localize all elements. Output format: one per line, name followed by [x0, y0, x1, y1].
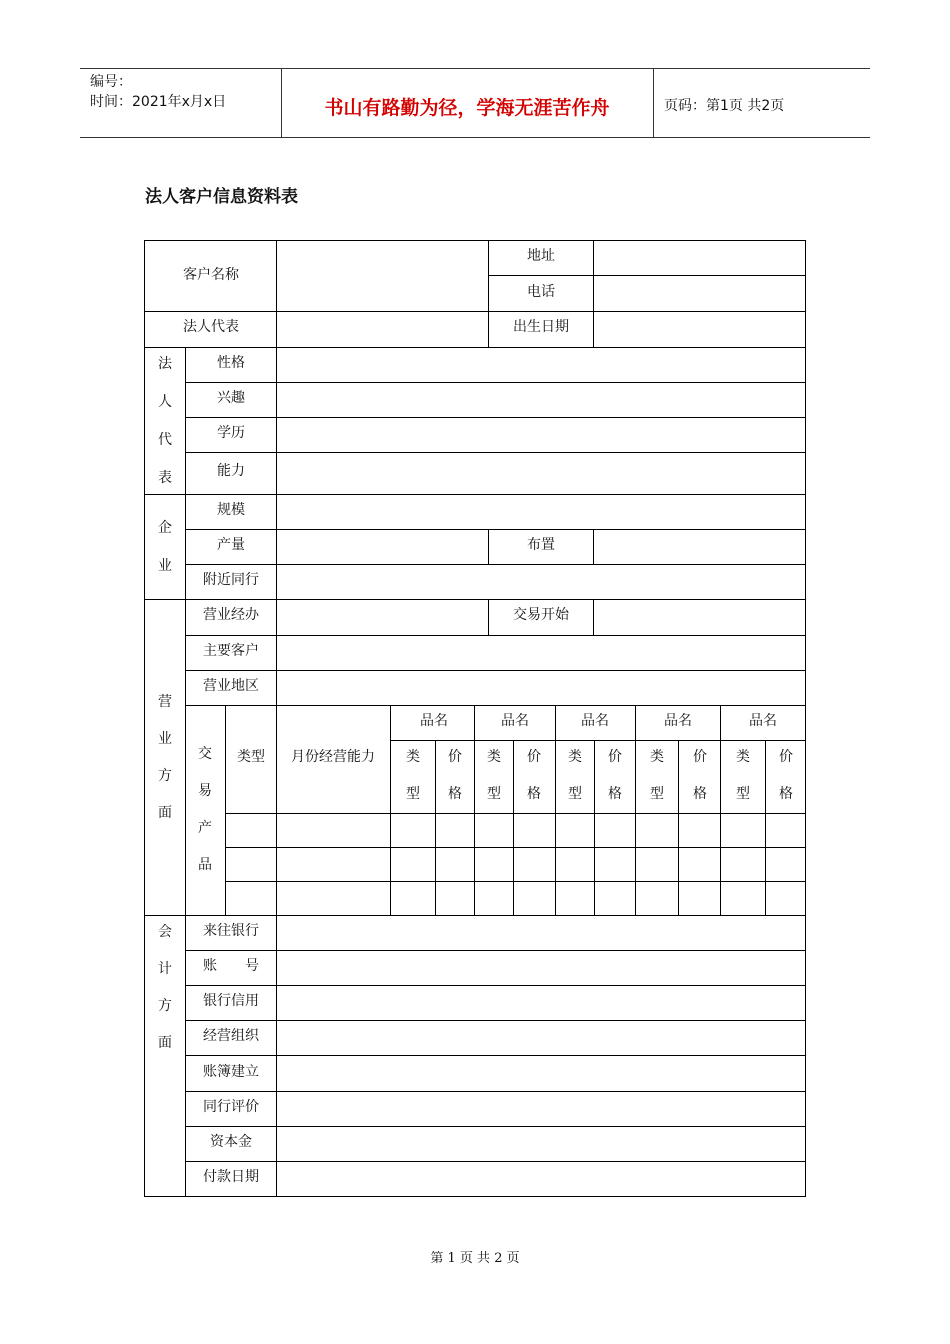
section-rep-char-2: 人	[158, 394, 172, 410]
sub-price-char: 格	[779, 786, 793, 802]
section-rep-char-1: 法	[158, 356, 172, 372]
sub-price-char: 价	[693, 749, 707, 765]
education-label: 学历	[217, 425, 245, 441]
table-column-border	[594, 740, 595, 915]
section-enterprise-char-2: 业	[158, 558, 172, 574]
section-accounting-char-2: 计	[158, 961, 172, 977]
table-row-border	[185, 950, 806, 951]
section-accounting-char-1: 会	[158, 924, 172, 940]
sub-price-char: 价	[779, 749, 793, 765]
product-name-header: 品名	[664, 713, 692, 729]
table-column-border	[474, 705, 475, 915]
table-row-border	[488, 275, 806, 276]
interest-label: 兴趣	[217, 390, 245, 406]
sub-type-char: 类	[406, 749, 420, 765]
product-name-header: 品名	[420, 713, 448, 729]
sub-price-char: 格	[693, 786, 707, 802]
table-column-border	[276, 599, 277, 705]
section-business-char-2: 业	[158, 731, 172, 747]
table-column-border	[185, 347, 186, 1197]
table-row-border	[185, 1055, 806, 1056]
time-label: 时间：2021年x月x日	[90, 94, 227, 110]
table-row-border	[185, 670, 806, 671]
header-meta-cell	[80, 69, 282, 137]
sub-price-char: 价	[448, 749, 462, 765]
table-column-border	[390, 705, 391, 915]
phone-label: 电话	[527, 284, 555, 300]
sub-type-char: 型	[406, 786, 420, 802]
legal-rep-label: 法人代表	[183, 319, 239, 335]
section-business-char-4: 面	[158, 805, 172, 821]
product-name-header: 品名	[501, 713, 529, 729]
table-row-border	[185, 382, 806, 383]
sub-price-char: 价	[527, 749, 541, 765]
correspondent-bank-label: 来往银行	[203, 923, 259, 939]
table-row-border	[185, 1091, 806, 1092]
section-trade-char-4: 品	[198, 857, 212, 873]
business-handler-label: 营业经办	[203, 607, 259, 623]
sub-type-char: 类	[487, 749, 501, 765]
table-row-border	[185, 705, 806, 706]
layout-label: 布置	[527, 537, 555, 553]
table-column-border	[276, 915, 277, 1197]
document-title: 法人客户信息资料表	[145, 187, 298, 207]
table-row-border	[145, 915, 806, 916]
scale-label: 规模	[217, 502, 245, 518]
page-info: 页码：第1页 共2页	[664, 98, 785, 114]
table-column-border	[555, 705, 556, 915]
section-accounting-char-4: 面	[158, 1035, 172, 1051]
personality-label: 性格	[217, 355, 245, 371]
table-column-border	[225, 705, 226, 915]
table-row-border	[185, 417, 806, 418]
section-accounting-char-3: 方	[158, 998, 172, 1014]
motto: 书山有路勤为径，学海无涯苦作舟	[324, 97, 610, 119]
number-label: 编号：	[90, 74, 132, 90]
table-row-border	[185, 529, 806, 530]
table-row-border	[185, 985, 806, 986]
header-motto-cell	[281, 69, 654, 137]
table-row-border	[145, 494, 806, 495]
page-footer: 第 1 页 共 2 页	[430, 1251, 520, 1266]
header-page-cell	[654, 69, 870, 137]
table-column-border	[593, 529, 594, 564]
table-row-border	[390, 740, 806, 741]
bookkeeping-label: 账簿建立	[203, 1064, 259, 1080]
table-column-border	[276, 241, 277, 347]
table-column-border	[720, 705, 721, 915]
business-area-label: 营业地区	[203, 678, 259, 694]
section-trade-char-1: 交	[198, 746, 212, 762]
section-business-char-3: 方	[158, 768, 172, 784]
sub-price-char: 价	[608, 749, 622, 765]
sub-type-char: 型	[736, 786, 750, 802]
main-customers-label: 主要客户	[203, 643, 259, 659]
table-column-border	[276, 494, 277, 599]
customer-info-form	[144, 240, 806, 1197]
monthly-capacity-header: 月份经营能力	[291, 749, 375, 765]
sub-price-char: 格	[527, 786, 541, 802]
section-rep-char-3: 代	[158, 432, 172, 448]
table-row-border	[145, 311, 806, 312]
sub-type-char: 型	[568, 786, 582, 802]
bank-credit-label: 银行信用	[203, 993, 259, 1009]
table-row-border	[185, 1161, 806, 1162]
peer-evaluation-label: 同行评价	[203, 1099, 259, 1115]
sub-type-char: 类	[568, 749, 582, 765]
table-row-border	[145, 599, 806, 600]
sub-type-char: 类	[736, 749, 750, 765]
business-organization-label: 经营组织	[203, 1028, 259, 1044]
page-header	[80, 68, 870, 138]
table-column-border	[488, 241, 489, 347]
table-row-border	[185, 635, 806, 636]
table-row-border	[145, 347, 806, 348]
address-label: 地址	[527, 248, 555, 264]
sub-type-char: 类	[650, 749, 664, 765]
payment-date-label: 付款日期	[203, 1169, 259, 1185]
table-column-border	[593, 241, 594, 347]
table-column-border	[435, 740, 436, 915]
birth-date-label: 出生日期	[513, 319, 569, 335]
section-business-char-1: 营	[158, 694, 172, 710]
account-number-label: 账 号	[203, 958, 259, 974]
sub-price-char: 格	[608, 786, 622, 802]
table-column-border	[678, 740, 679, 915]
table-column-border	[276, 705, 277, 915]
table-row-border	[185, 564, 806, 565]
sub-type-char: 型	[650, 786, 664, 802]
trade-start-label: 交易开始	[513, 607, 569, 623]
customer-name-label: 客户名称	[183, 267, 239, 283]
table-row-border	[185, 452, 806, 453]
ability-label: 能力	[217, 463, 245, 479]
section-trade-char-2: 易	[198, 783, 212, 799]
product-name-header: 品名	[749, 713, 777, 729]
section-enterprise-char-1: 企	[158, 520, 172, 536]
table-row-border	[225, 881, 806, 882]
table-column-border	[488, 529, 489, 564]
table-column-border	[513, 740, 514, 915]
product-name-header: 品名	[581, 713, 609, 729]
table-column-border	[488, 599, 489, 635]
section-trade-char-3: 产	[198, 820, 212, 836]
section-rep-char-4: 表	[158, 470, 172, 486]
output-label: 产量	[217, 537, 245, 553]
table-row-border	[225, 847, 806, 848]
table-column-border	[635, 705, 636, 915]
table-column-border	[765, 740, 766, 915]
sub-price-char: 格	[448, 786, 462, 802]
type-header: 类型	[237, 749, 265, 765]
sub-type-char: 型	[487, 786, 501, 802]
table-row-border	[225, 813, 806, 814]
table-column-border	[276, 347, 277, 494]
table-column-border	[593, 599, 594, 635]
table-row-border	[185, 1020, 806, 1021]
table-row-border	[185, 1126, 806, 1127]
nearby-peers-label: 附近同行	[203, 572, 259, 588]
capital-label: 资本金	[210, 1134, 252, 1150]
